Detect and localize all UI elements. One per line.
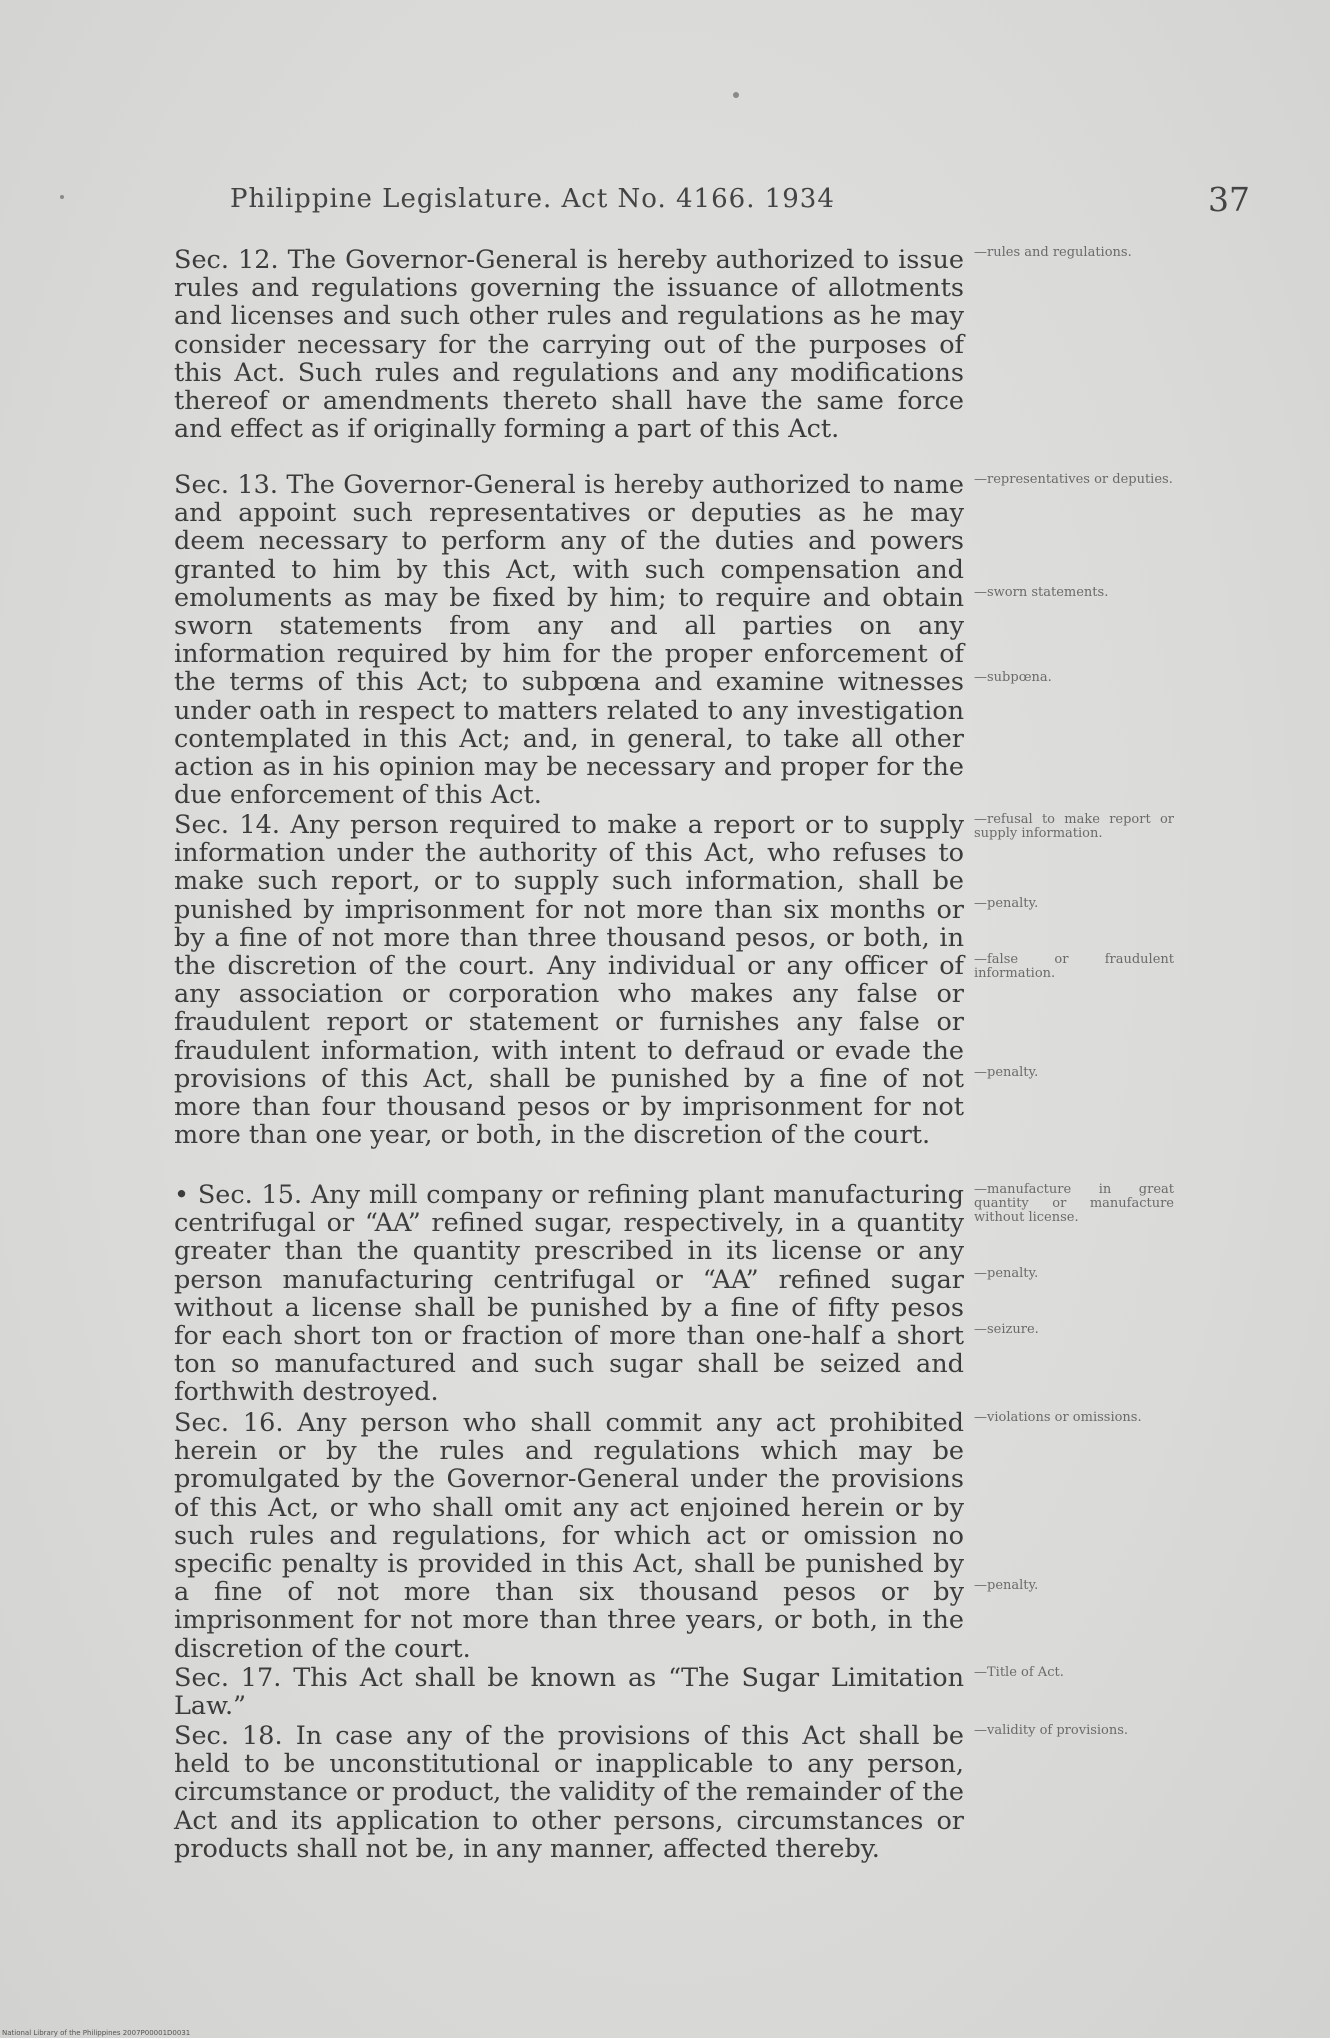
section-13 [174,470,1173,811]
section-18-text: Sec. 18. In case any of the provisions of this Act shall be held to be unconstitutional or inapplicable to any person, circumstance or product, the validity of the remainder of the Act and its application to other persons, circumstances or products shall not be, in any manner, affected thereby. [174,1721,964,1864]
section-17-text: Sec. 17. This Act shall be known as “The Sugar Limitation Law.” [174,1663,964,1722]
margin-note-manufacture: —manufacture in great quantity or manufacture without license. [974,1182,1174,1225]
section-16-text: Sec. 16. Any person who shall commit any act prohibited herein or by the rules and regulations which may be promulgated by the Governor-General under the provisions of this Act, or who shall omit any act enjoined herein or by such rules and regulations, for which act or omission no specific penalty is provided in this Act, shall be punished by a fine of not more than six thousand pesos or by imprisonment for not more than three years, or both, in the discretion of the court. [174,1408,964,1664]
margin-note-representatives: —representatives or deputies. [974,472,1173,487]
margin-note-penalty-2: —penalty. [974,1065,1039,1080]
speck-top [733,92,739,98]
page-number: 37 [1208,180,1250,219]
margin-note-sworn-statements: —sworn statements. [974,585,1109,600]
margin-note-seizure: —seizure. [974,1322,1039,1337]
running-head: Philippine Legislature. Act No. 4166. 1934 [230,184,835,214]
section-12 [174,245,1132,471]
margin-note-refusal: —refusal to make report or supply information. [974,812,1174,841]
margin-note-false-info: —false or fraudulent information. [974,952,1174,981]
margin-note-validity: —validity of provisions. [974,1723,1129,1738]
body-text [174,245,1174,1864]
section-16 [174,1408,1142,1664]
margin-note-title: —Title of Act. [974,1665,1064,1680]
scan-footer: National Library of the Philippines 2007P00001D0031 [2,2029,191,2037]
page-header [230,180,1250,224]
section-18 [174,1721,1129,1864]
section-12-text: Sec. 12. The Governor-General is hereby authorized to issue rules and regulations governing the issuance of allotments and licenses and such other rules and regulations as he may consider necessary for the carrying out of the purposes of this Act. Such rules and regulations and any modifications thereof or amendments thereto shall have the same force and effect as if originally forming a part of this Act. [174,245,964,445]
section-15-text: • Sec. 15. Any mill company or refining plant manufacturing centrifugal or “AA” refined sugar, respectively, in a quantity greater than the quantity prescribed in its license or any person manufacturing centrifugal or “AA” refined sugar without a license shall be punished by a fine of fifty pesos for each short ton or fraction of more than one-half a short ton so manufactured and such sugar shall be seized and forthwith destroyed. [174,1180,964,1408]
margin-note-violations: —violations or omissions. [974,1410,1142,1425]
margin-note-subpoena: —subpœna. [974,670,1052,685]
section-14 [174,810,1174,1181]
margin-note-rules: —rules and regulations. [974,245,1132,260]
margin-note-penalty-4: —penalty. [974,1578,1039,1593]
section-15 [174,1180,1174,1409]
section-14-text: Sec. 14. Any person required to make a report or to supply information under the authority of this Act, who refuses to make such report, or to supply such information, shall be punished by imprisonment for not more than six months or by a fine of not more than three thousand pesos, or both, in the discretion of the court. Any individual or any officer of any association or corporation who makes any false or fraudulent report or statement or furnishes any false or fraudulent information, with intent to defraud or evade the provisions of this Act, shall be punished by a fine of not more than four thousand pesos or by imprisonment for not more than one year, or both, in the discretion of the court. [174,810,964,1151]
speck-left [60,195,64,199]
margin-note-penalty-1: —penalty. [974,896,1039,911]
margin-note-penalty-3: —penalty. [974,1266,1039,1281]
section-13-text: Sec. 13. The Governor-General is hereby authorized to name and appoint such representatives or deputies as he may deem necessary to perform any of the duties and powers granted to him by this Act, with such compensation and emoluments as may be fixed by him; to require and obtain sworn statements from any and all parties on any information required by him for the proper enforcement of the terms of this Act; to subpœna and examine witnesses under oath in respect to matters related to any investigation contemplated in this Act; and, in general, to take all other action as in his opinion may be necessary and proper for the due enforcement of this Act. [174,470,964,811]
section-17 [174,1663,1064,1722]
